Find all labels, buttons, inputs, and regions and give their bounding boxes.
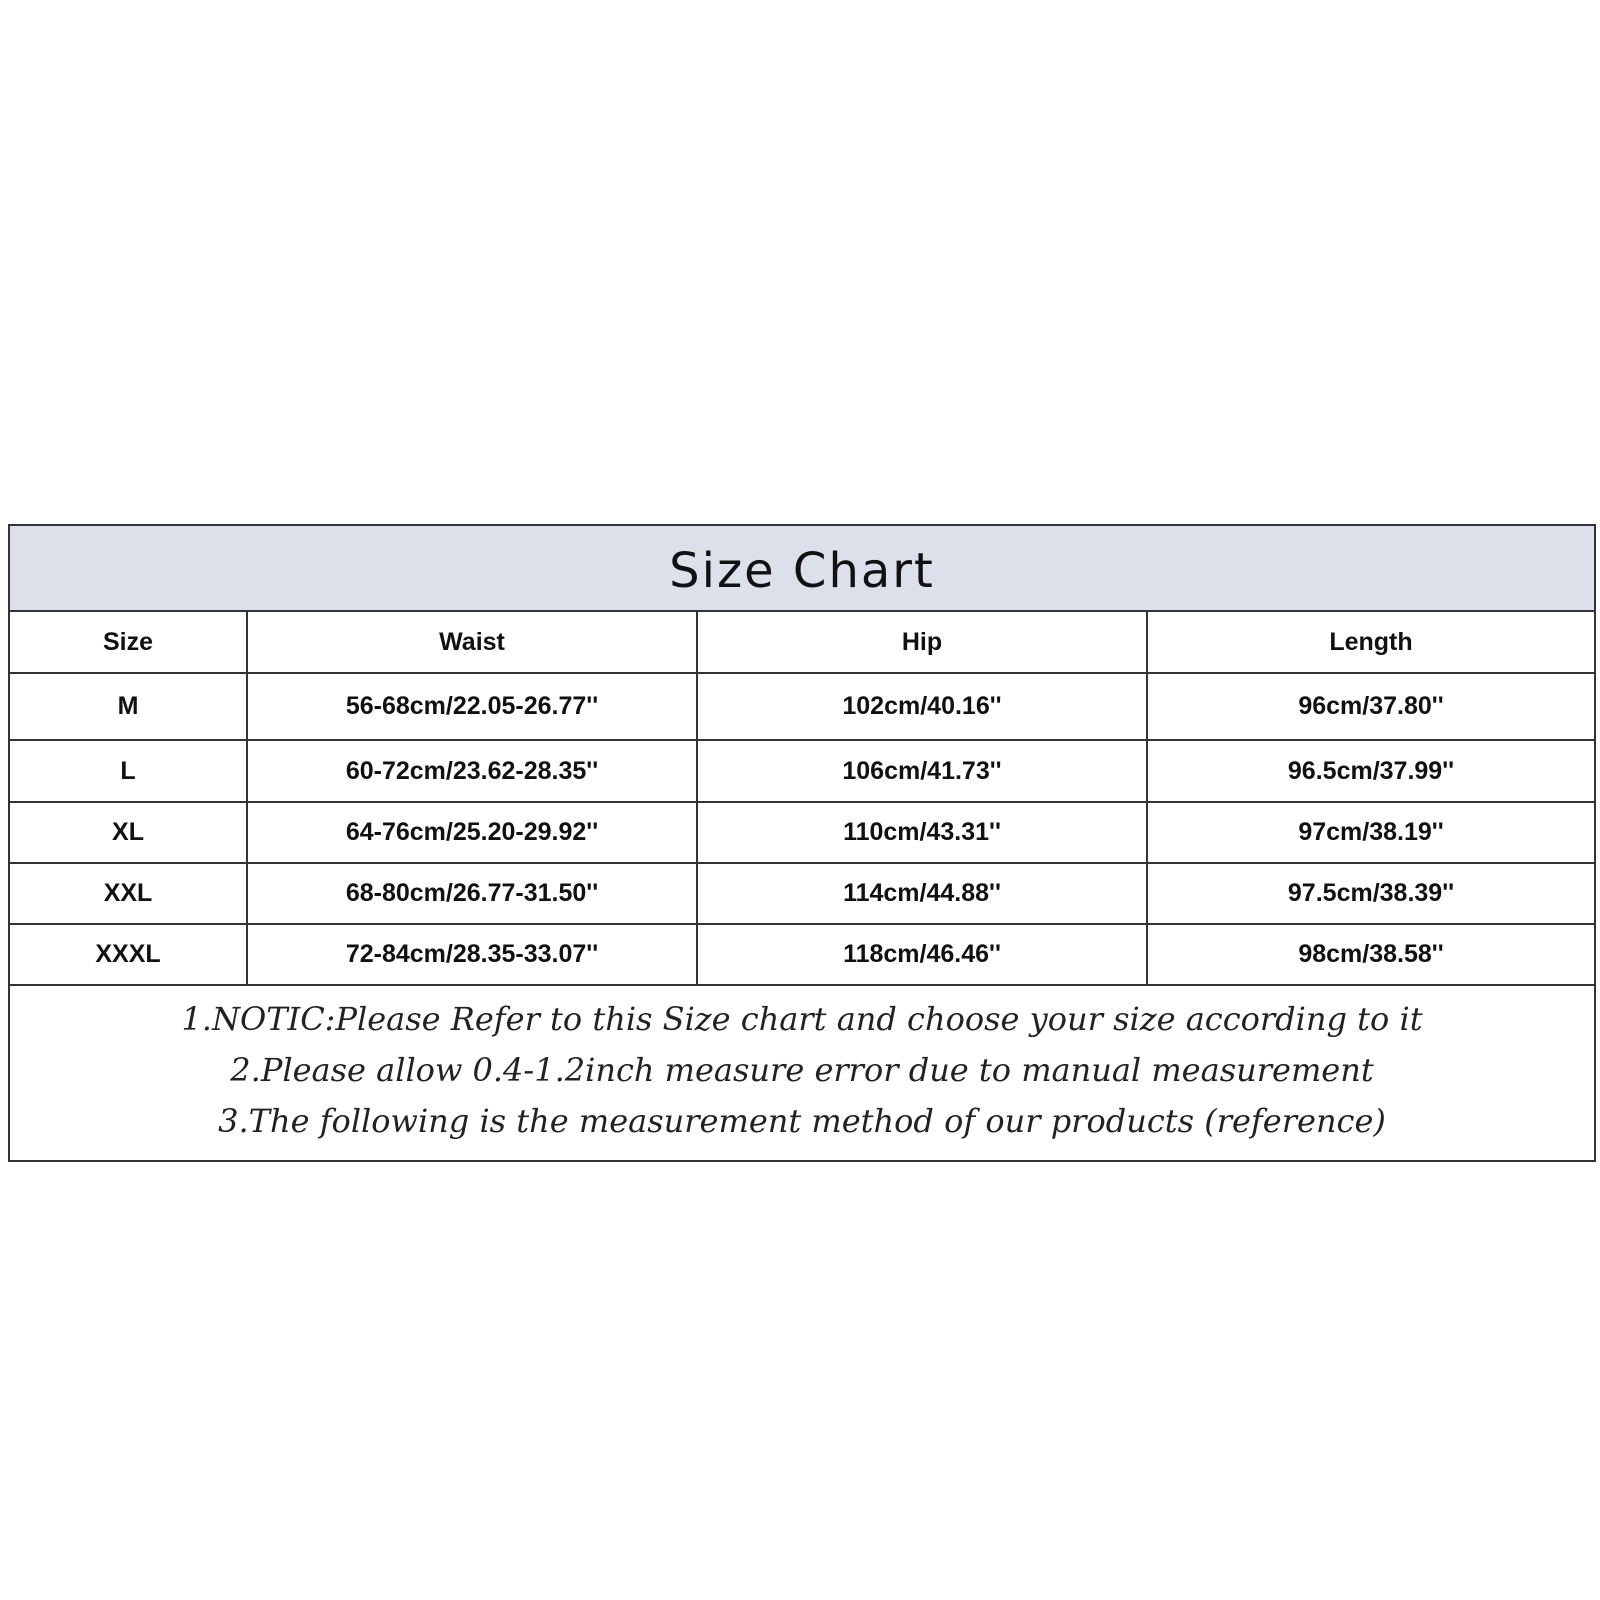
column-header-waist: Waist [247,612,697,673]
note-line: 1.NOTIC:Please Refer to this Size chart and choose your size according to it [181,1000,1423,1038]
length-cell: 98cm/38.58'' [1147,924,1594,985]
hip-cell: 106cm/41.73'' [697,740,1147,802]
column-header-hip: Hip [697,612,1147,673]
hip-cell: 110cm/43.31'' [697,802,1147,863]
size-cell: M [10,673,247,740]
title-bar [10,526,1594,612]
table-row [10,673,1594,740]
chart-title: Size Chart [669,543,935,599]
table-row [10,802,1594,863]
hip-cell: 118cm/46.46'' [697,924,1147,985]
hip-cell: 102cm/40.16'' [697,673,1147,740]
length-cell: 96.5cm/37.99'' [1147,740,1594,802]
table-row [10,863,1594,924]
waist-cell: 56-68cm/22.05-26.77'' [247,673,697,740]
note-line: 2.Please allow 0.4-1.2inch measure error due to manual measurement [230,1051,1374,1089]
size-table [10,612,1594,986]
waist-cell: 60-72cm/23.62-28.35'' [247,740,697,802]
table-header-row [10,612,1594,673]
waist-cell: 64-76cm/25.20-29.92'' [247,802,697,863]
waist-cell: 68-80cm/26.77-31.50'' [247,863,697,924]
waist-cell: 72-84cm/28.35-33.07'' [247,924,697,985]
size-cell: XXL [10,863,247,924]
size-cell: XXXL [10,924,247,985]
note-line: 3.The following is the measurement method of our products (reference) [218,1102,1386,1140]
column-header-length: Length [1147,612,1594,673]
notes-section [10,986,1594,1147]
table-row [10,924,1594,985]
column-header-size: Size [10,612,247,673]
length-cell: 97cm/38.19'' [1147,802,1594,863]
size-chart [8,524,1596,1162]
size-cell: XL [10,802,247,863]
table-row [10,740,1594,802]
length-cell: 97.5cm/38.39'' [1147,863,1594,924]
hip-cell: 114cm/44.88'' [697,863,1147,924]
size-cell: L [10,740,247,802]
length-cell: 96cm/37.80'' [1147,673,1594,740]
